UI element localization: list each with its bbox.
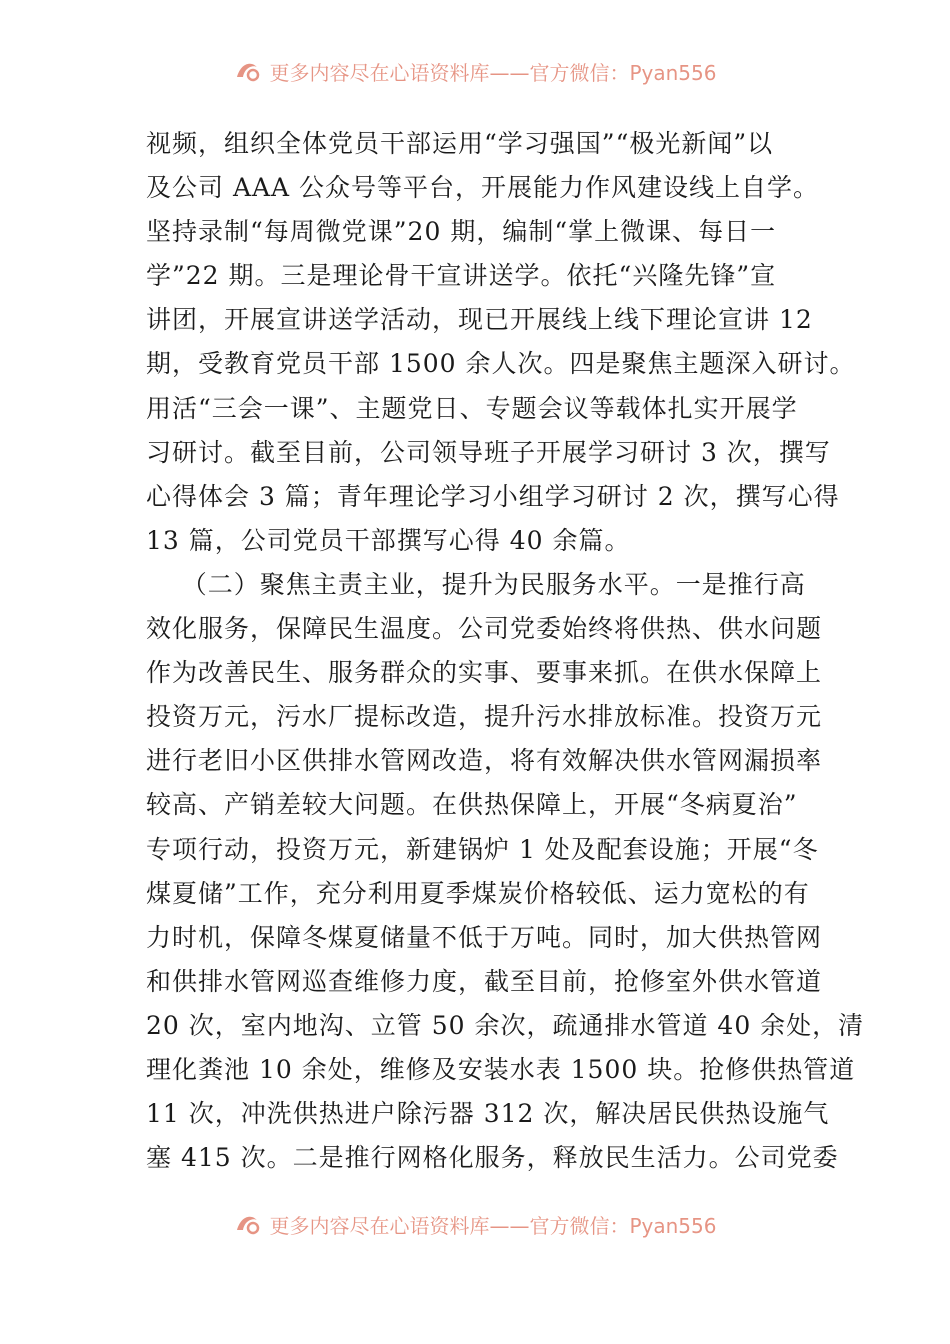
text-line: 坚持录制“每周微党课”20 期，编制“掌上微课、每日一 <box>146 217 777 247</box>
text-line: 和供排水管网巡查维修力度，截至目前，抢修室外供水管道 <box>146 966 823 996</box>
watermark-text: 更多内容尽在心语资料库——官方微信：Pyan556 <box>269 1213 717 1238</box>
text-line: 习研讨。截至目前，公司领导班子开展学习研讨 3 次，撰写 <box>146 437 831 467</box>
text-line: 较高、产销差较大问题。在供热保障上，开展“冬病夏治” <box>146 790 798 820</box>
text-line: 专项行动，投资万元，新建锅炉 1 处及配套设施；开展“冬 <box>146 834 819 864</box>
logo-icon <box>233 59 263 83</box>
text-line: 心得体会 3 篇；青年理论学习小组学习研讨 2 次，撰写心得 <box>146 481 840 511</box>
text-line: 20 次，室内地沟、立管 50 余次，疏通排水管道 40 余处，清 <box>146 1010 865 1040</box>
text-line: 力时机，保障冬煤夏储量不低于万吨。同时，加大供热管网 <box>146 922 823 952</box>
text-line: （二）聚焦主责主业，提升为民服务水平。一是推行高 <box>146 569 806 599</box>
text-line: 学”22 期。三是理论骨干宣讲送学。依托“兴隆先锋”宣 <box>146 261 777 291</box>
text-line: 13 篇，公司党员干部撰写心得 40 余篇。 <box>146 525 631 555</box>
text-line: 视频，组织全体党员干部运用“学习强国”“极光新闻”以 <box>146 129 774 158</box>
logo-icon <box>233 1212 263 1236</box>
text-line: 煤夏储”工作，充分利用夏季煤炭价格较低、运力宽松的有 <box>146 878 810 908</box>
watermark-text: 更多内容尽在心语资料库——官方微信：Pyan556 <box>269 60 717 85</box>
text-line: 讲团，开展宣讲送学活动，现已开展线上线下理论宣讲 12 <box>146 305 813 335</box>
text-line: 期，受教育党员干部 1500 余人次。四是聚焦主题深入研讨。 <box>146 349 856 379</box>
text-line: 塞 415 次。二是推行网格化服务，释放民生活力。公司党委 <box>146 1143 839 1173</box>
watermark-banner-bottom <box>0 1209 950 1239</box>
text-line: 投资万元，污水厂提标改造，提升污水排放标准。投资万元 <box>146 702 823 732</box>
text-line: 理化粪池 10 余处，维修及安装水表 1500 块。抢修供热管道 <box>146 1054 856 1084</box>
text-line: 用活“三会一课”、主题党日、专题会议等载体扎实开展学 <box>146 393 798 423</box>
watermark-banner-top <box>0 56 950 86</box>
text-line: 效化服务，保障民生温度。公司党委始终将供热、供水问题 <box>146 614 823 644</box>
document-body <box>146 122 865 1180</box>
text-line: 进行老旧小区供排水管网改造，将有效解决供水管网漏损率 <box>146 746 823 776</box>
text-line: 作为改善民生、服务群众的实事、要事来抓。在供水保障上 <box>146 658 823 688</box>
text-line: 11 次，冲洗供热进户除污器 312 次，解决居民供热设施气 <box>146 1099 830 1129</box>
text-line: 及公司 AAA 公众号等平台，开展能力作风建设线上自学。 <box>146 173 820 203</box>
